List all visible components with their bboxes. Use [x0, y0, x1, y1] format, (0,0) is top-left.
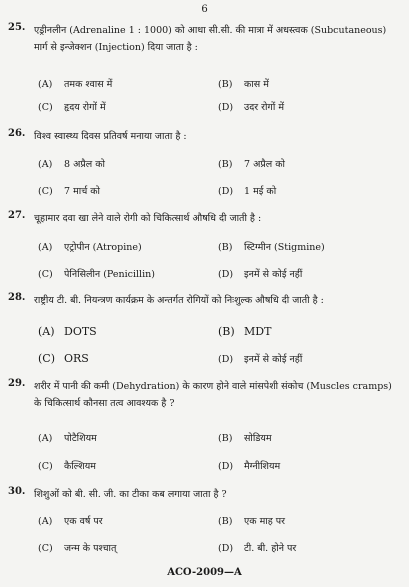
option-label: (B)	[218, 325, 235, 338]
option-label: (A)	[38, 433, 53, 444]
option-text: कैल्शियम	[64, 461, 96, 472]
option-text: कास में	[244, 79, 269, 90]
option-c	[38, 459, 96, 472]
option-b	[218, 325, 271, 338]
option-text: एक वर्ष पर	[64, 516, 103, 527]
question-number: 26.	[8, 128, 26, 139]
question-number: 30.	[8, 486, 26, 497]
option-d	[218, 100, 284, 113]
question-text: शिशुओं को बी. सी. जी. का टीका कब लगाया जाता है ?	[34, 489, 227, 500]
option-text: एक माह पर	[244, 516, 286, 527]
option-label: (C)	[38, 352, 55, 365]
option-a	[38, 240, 142, 253]
option-label: (D)	[218, 461, 234, 472]
option-text: ORS	[64, 352, 89, 365]
option-c	[38, 541, 116, 554]
question-number: 28.	[8, 292, 26, 303]
option-text: मैग्नीशियम	[244, 461, 281, 472]
option-label: (D)	[218, 354, 234, 365]
option-text: 8 अप्रैल को	[64, 159, 105, 170]
option-text: एट्रोपीन (Atropine)	[64, 242, 142, 253]
option-b	[218, 77, 269, 90]
option-text: 7 मार्च को	[64, 186, 101, 197]
option-label: (C)	[38, 186, 53, 197]
option-text: जन्म के पश्चात्	[64, 543, 117, 554]
option-text: 1 मई को	[244, 186, 277, 197]
option-c	[38, 352, 89, 365]
option-label: (A)	[38, 159, 53, 170]
option-b	[218, 157, 285, 170]
option-text: पोटैशियम	[64, 433, 97, 444]
option-label: (B)	[218, 159, 233, 170]
option-c	[38, 267, 155, 280]
footer-code: ACO-2009—A	[167, 567, 242, 578]
option-label: (A)	[38, 79, 53, 90]
option-d	[218, 541, 296, 554]
option-text: DOTS	[64, 325, 97, 338]
option-label: (C)	[38, 102, 53, 113]
option-label: (D)	[218, 269, 234, 280]
option-text: टी. बी. होने पर	[244, 543, 297, 554]
option-b	[218, 431, 272, 444]
option-text: पेनिसिलीन (Penicillin)	[64, 269, 155, 280]
option-d	[218, 352, 302, 365]
option-d	[218, 459, 280, 472]
option-a	[38, 325, 97, 338]
option-label: (D)	[218, 186, 234, 197]
question-number: 29.	[8, 378, 26, 389]
option-label: (C)	[38, 543, 53, 554]
question-text: विश्व स्वास्थ्य दिवस प्रतिवर्ष मनाया जाता है :	[34, 131, 187, 142]
option-label: (B)	[218, 79, 233, 90]
question-text: राष्ट्रीय टी. बी. नियन्त्रण कार्यक्रम के अन्तर्गत रोगियों को निःशुल्क औषधि दी जाती है :	[34, 295, 324, 306]
option-label: (B)	[218, 242, 233, 253]
option-label: (A)	[38, 242, 53, 253]
option-label: (A)	[38, 516, 53, 527]
option-text: स्टिग्मीन (Stigmine)	[244, 242, 325, 253]
option-a	[38, 157, 105, 170]
option-text: तमक श्वास में	[64, 79, 113, 90]
option-c	[38, 184, 100, 197]
option-text: इनमें से कोई नहीं	[244, 354, 303, 365]
page-number: 6	[201, 4, 208, 15]
question-text: एड्रीनलीन (Adrenaline 1 : 1000) को आधा सी.सी. की मात्रा में अधस्त्वक (Subcutaneous) मार्ग से इन्जेक्शन (Injection) दिया जाता है :	[34, 25, 387, 53]
option-b	[218, 514, 285, 527]
question-text: चूहामार दवा खा लेने वाले रोगी को चिकित्सार्थ औषधि दी जाती है :	[34, 213, 262, 224]
question-number: 25.	[8, 22, 26, 33]
option-text: इनमें से कोई नहीं	[244, 269, 303, 280]
option-label: (C)	[38, 269, 53, 280]
option-label: (D)	[218, 102, 234, 113]
option-label: (C)	[38, 461, 53, 472]
option-a	[38, 77, 112, 90]
option-a	[38, 514, 103, 527]
option-text: उदर रोगों में	[244, 102, 285, 113]
question-number: 27.	[8, 210, 26, 221]
option-d	[218, 184, 276, 197]
option-text: हृदय रोगों में	[64, 102, 106, 113]
option-text: सोडियम	[244, 433, 272, 444]
question-text: शरीर में पानी की कमी (Dehydration) के कारण होने वाले मांसपेशी संकोच (Muscles cramps) के चिकित्सार्थ कौनसा तत्व आवश्यक है ?	[34, 381, 392, 409]
option-label: (D)	[218, 543, 234, 554]
option-label: (B)	[218, 516, 233, 527]
option-text: MDT	[244, 325, 272, 338]
option-d	[218, 267, 302, 280]
option-label: (B)	[218, 433, 233, 444]
option-label: (A)	[38, 325, 55, 338]
option-a	[38, 431, 97, 444]
option-c	[38, 100, 106, 113]
option-b	[218, 240, 325, 253]
option-text: 7 अप्रैल को	[244, 159, 285, 170]
